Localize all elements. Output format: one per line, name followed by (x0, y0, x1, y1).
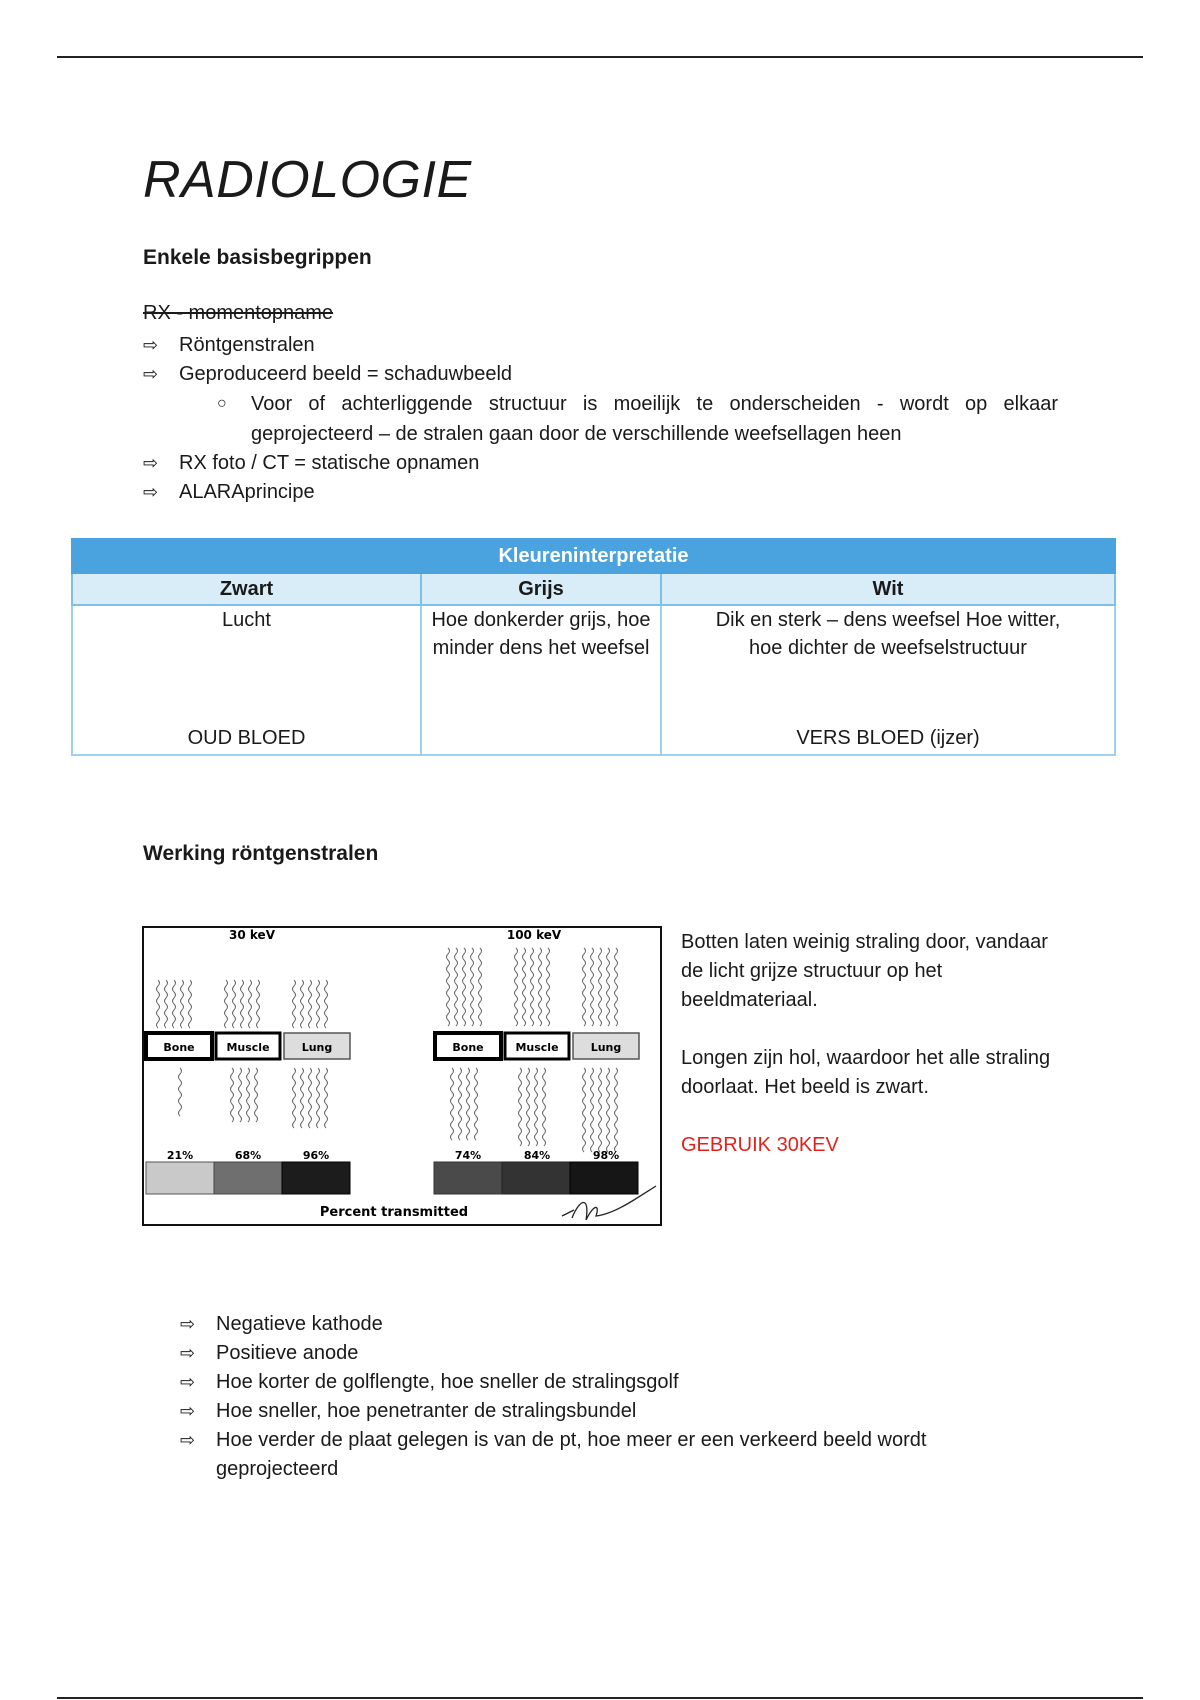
xray-wave-line (447, 948, 450, 1026)
xray-wave-line (173, 980, 176, 1028)
xray-wave-line (241, 980, 244, 1028)
xray-wave-line (309, 980, 312, 1028)
tissue-label: Muscle (226, 1041, 270, 1054)
basis-bullet-list (143, 331, 1058, 507)
xray-wave-line (231, 1068, 234, 1122)
shade-block (214, 1162, 282, 1194)
figure-label-100kev: 100 keV (506, 928, 562, 942)
column-header-wit: Wit (661, 573, 1115, 605)
xray-wave-line (599, 948, 602, 1026)
list-item: ⇨ Hoe korter de golflengte, hoe sneller de stralingsgolf (180, 1368, 1015, 1397)
arrow-right-icon: ⇨ (143, 364, 159, 384)
explanation-bones: Botten laten weinig straling door, vandaar de licht grijze structuur op het beeldmateriaal. (681, 931, 1048, 1011)
xray-wave-line (301, 1068, 304, 1128)
xray-wave-line (225, 980, 228, 1028)
shade-block (434, 1162, 502, 1194)
bottom-rule (57, 1697, 1143, 1699)
list-item: ⇨ Negatieve kathode (180, 1310, 1015, 1339)
tissue-label: Bone (163, 1041, 195, 1054)
shade-block (502, 1162, 570, 1194)
color-interpretation-table (71, 538, 1116, 756)
xray-wave-line (471, 948, 474, 1026)
xray-wave-line (463, 948, 466, 1026)
xray-wave-line (467, 1068, 470, 1140)
figure-label-30kev: 30 keV (229, 928, 275, 942)
page-title: RADIOLOGIE (143, 151, 472, 209)
list-item: ⇨ Hoe verder de plaat gelegen is van de pt, hoe meer er een verkeerd beeld wordt geprojecteerd (180, 1426, 1015, 1484)
cell-text: Hoe donkerder grijs, hoe minder dens het weefsel (431, 609, 651, 659)
list-item: ⇨ Hoe sneller, hoe penetranter de stralingsbundel (180, 1397, 1015, 1426)
column-header-grijs: Grijs (421, 573, 661, 605)
xray-wave-line (301, 980, 304, 1028)
xray-wave-line (543, 1068, 546, 1146)
xray-wave-line (615, 1068, 618, 1152)
section-heading-werking: Werking röntgenstralen (143, 842, 379, 865)
tissue-label: Muscle (515, 1041, 559, 1054)
xray-wave-line (583, 1068, 586, 1152)
percent-label: 21% (166, 1149, 194, 1162)
cell-bottom-text: OUD BLOED (187, 727, 306, 749)
table-caption: Kleureninterpretatie (72, 539, 1115, 573)
shade-block (146, 1162, 214, 1194)
arrow-right-icon: ⇨ (180, 1372, 196, 1392)
xray-wave-line (475, 1068, 478, 1140)
xray-wave-line (455, 948, 458, 1026)
arrow-right-icon: ⇨ (143, 335, 159, 355)
xray-wave-line (531, 948, 534, 1026)
xray-wave-line (607, 948, 610, 1026)
xray-transmission-figure (142, 926, 662, 1226)
xray-wave-line (293, 980, 296, 1028)
xray-wave-line (165, 980, 168, 1028)
xray-wave-line (523, 948, 526, 1026)
list-item: ⇨ Positieve anode (180, 1339, 1015, 1368)
xray-wave-line (317, 980, 320, 1028)
cell-text: Dik en sterk – dens weefsel Hoe witter, hoe dichter de weefselstructuur (715, 609, 1061, 659)
arrow-right-icon: ⇨ (143, 453, 159, 473)
arrow-right-icon: ⇨ (180, 1430, 196, 1450)
shade-block (570, 1162, 638, 1194)
xray-wave-line (181, 980, 184, 1028)
xray-wave-line (527, 1068, 530, 1146)
cell-bottom-text: VERS BLOED (ijzer) (796, 727, 980, 749)
xray-wave-line (157, 980, 160, 1028)
list-item: ⇨ Röntgenstralen (143, 331, 1058, 360)
list-item: ⇨ RX foto / CT = statische opnamen (143, 449, 1058, 478)
arrow-right-icon: ⇨ (143, 482, 159, 502)
tissue-label: Bone (452, 1041, 484, 1054)
xray-wave-line (179, 1068, 182, 1116)
arrow-right-icon: ⇨ (180, 1401, 196, 1421)
percent-label: 84% (523, 1149, 551, 1162)
table-cell-zwart (72, 605, 421, 755)
xray-wave-line (459, 1068, 462, 1140)
red-note: GEBRUIK 30KEV (681, 1134, 839, 1156)
cell-text: Lucht (222, 609, 271, 631)
xray-wave-line (607, 1068, 610, 1152)
section-heading-basis: Enkele basisbegrippen (143, 246, 372, 269)
xray-wave-line (257, 980, 260, 1028)
xray-wave-line (451, 1068, 454, 1140)
shade-block (282, 1162, 350, 1194)
xray-wave-line (599, 1068, 602, 1152)
xray-wave-line (535, 1068, 538, 1146)
xray-wave-line (519, 1068, 522, 1146)
figure-svg (144, 928, 660, 1224)
arrow-right-icon: ⇨ (180, 1343, 196, 1363)
figure-explanation (681, 928, 1061, 1189)
table-cell-wit (661, 605, 1115, 755)
list-item: ⇨ ALARAprincipe (143, 478, 1058, 507)
xray-wave-line (515, 948, 518, 1026)
table-cell-grijs (421, 605, 661, 755)
xray-wave-line (239, 1068, 242, 1122)
xray-wave-line (479, 948, 482, 1026)
percent-label: 68% (234, 1149, 262, 1162)
xray-wave-line (249, 980, 252, 1028)
xray-wave-line (309, 1068, 312, 1128)
tissue-label: Lung (301, 1041, 333, 1054)
top-rule (57, 56, 1143, 58)
sub-list-item: ○ Voor of achterliggende structuur is moeilijk te onderscheiden - wordt op elkaar geprojecteerd – de stralen gaan door de verschillende weefsellagen heen (143, 389, 1058, 449)
percent-label: 98% (592, 1149, 620, 1162)
explanation-lungs: Longen zijn hol, waardoor het alle straling doorlaat. Het beeld is zwart. (681, 1047, 1051, 1098)
circle-bullet-icon: ○ (217, 395, 227, 412)
xray-wave-line (547, 948, 550, 1026)
xray-wave-line (317, 1068, 320, 1128)
xray-wave-line (247, 1068, 250, 1122)
xray-wave-line (325, 980, 328, 1028)
percent-label: 74% (454, 1149, 482, 1162)
column-header-zwart: Zwart (72, 573, 421, 605)
list-item: ⇨ Geproduceerd beeld = schaduwbeeld (143, 360, 1058, 389)
xray-wave-line (325, 1068, 328, 1128)
xray-wave-line (591, 1068, 594, 1152)
xray-wave-line (591, 948, 594, 1026)
figure-caption: Percent transmitted (319, 1205, 469, 1220)
xray-wave-line (233, 980, 236, 1028)
xray-wave-line (539, 948, 542, 1026)
xray-wave-line (583, 948, 586, 1026)
xray-wave-line (189, 980, 192, 1028)
xray-wave-line (293, 1068, 296, 1128)
xray-wave-line (255, 1068, 258, 1122)
struck-item: RX - momentopname (143, 302, 334, 324)
percent-label: 96% (302, 1149, 330, 1162)
tissue-label: Lung (590, 1041, 622, 1054)
werking-bullet-list (180, 1310, 1015, 1484)
arrow-right-icon: ⇨ (180, 1314, 196, 1334)
xray-wave-line (615, 948, 618, 1026)
